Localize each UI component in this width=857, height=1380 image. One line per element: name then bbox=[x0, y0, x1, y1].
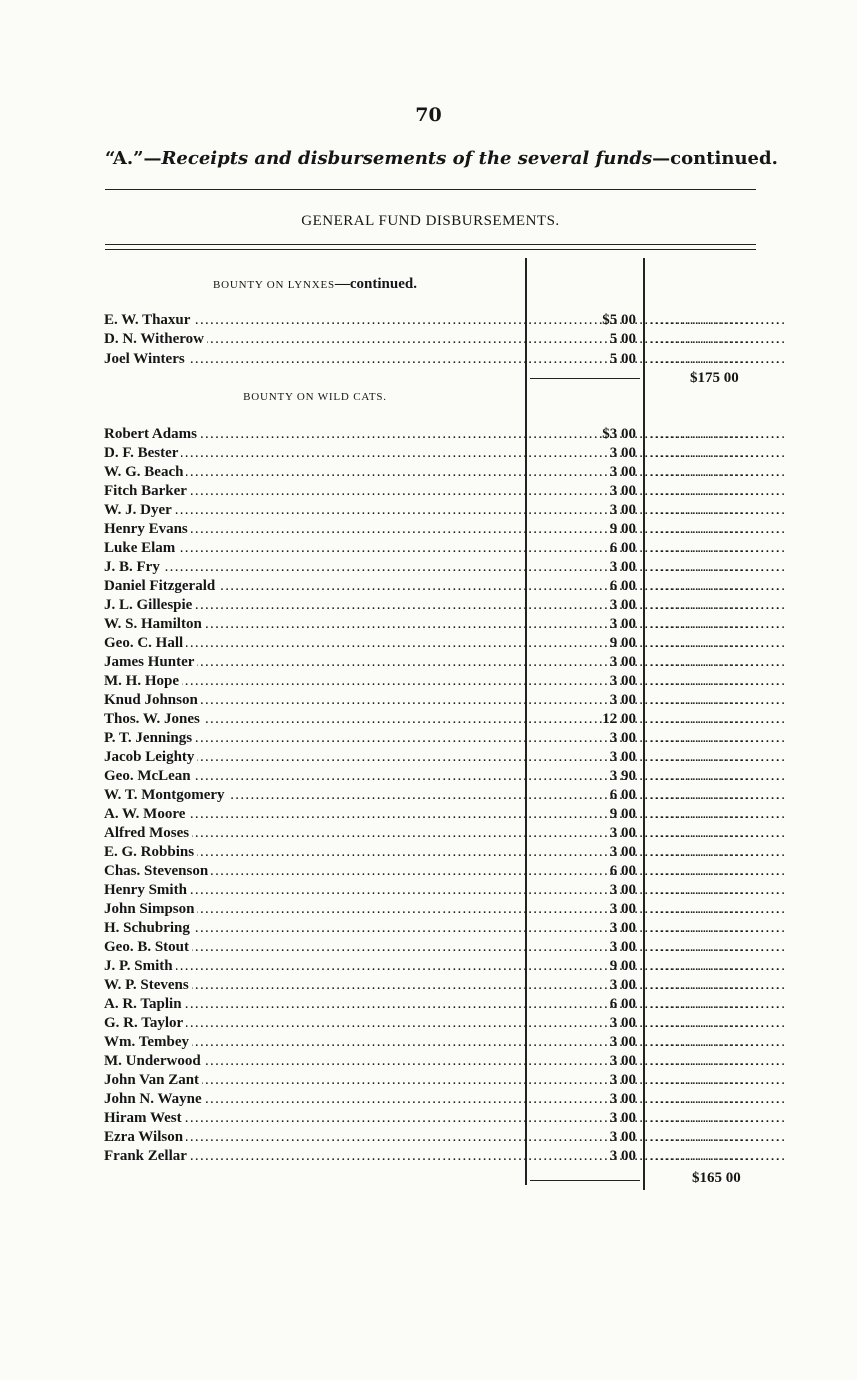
payee-name: Thos. W. Jones bbox=[104, 711, 203, 727]
amount: 3 00 bbox=[609, 445, 636, 461]
payee-name-cell bbox=[104, 1109, 524, 1128]
table-row bbox=[104, 995, 787, 1014]
heading-rule bbox=[105, 189, 756, 190]
payee-name-cell bbox=[104, 1014, 524, 1033]
payee-name-cell bbox=[104, 862, 524, 881]
amount: 6 00 bbox=[609, 540, 636, 556]
table-row bbox=[104, 862, 787, 881]
payee-name: J. L. Gillespie bbox=[104, 597, 195, 613]
payee-name: Knud Johnson bbox=[104, 692, 201, 708]
table-row bbox=[104, 653, 787, 672]
table-row bbox=[104, 672, 787, 691]
payee-name: Geo. McLean bbox=[104, 768, 194, 784]
payee-name: Robert Adams bbox=[104, 426, 200, 442]
amount: 3 00 bbox=[609, 1129, 636, 1145]
section-title: GENERAL FUND DISBURSEMENTS. bbox=[301, 213, 560, 229]
payee-name: G. R. Taylor bbox=[104, 1015, 186, 1031]
leader-dots: .......................... bbox=[650, 1091, 787, 1107]
leader-dots: .......................... bbox=[650, 958, 787, 974]
payee-name-cell bbox=[104, 710, 524, 729]
amount: 3 00 bbox=[609, 1110, 636, 1126]
payee-name: Wm. Tembey bbox=[104, 1034, 192, 1050]
leader-dots: .......................... bbox=[650, 654, 787, 670]
payee-name: J. B. Fry bbox=[104, 559, 163, 575]
leader-dots: .......................... bbox=[650, 863, 787, 879]
amount: 3 00 bbox=[609, 730, 636, 746]
payee-name: D. F. Bester bbox=[104, 445, 181, 461]
payee-name-cell bbox=[104, 919, 524, 938]
amount: 9 00 bbox=[609, 806, 636, 822]
payee-name-cell bbox=[104, 729, 524, 748]
table-row bbox=[104, 919, 787, 938]
amount: 6 00 bbox=[609, 863, 636, 879]
amount: 3 00 bbox=[609, 1148, 636, 1164]
leader-dots: .......................... bbox=[650, 901, 787, 917]
table-row bbox=[104, 786, 787, 805]
lynxes-section-label bbox=[105, 276, 525, 293]
payee-name: Henry Evans bbox=[104, 521, 191, 537]
payee-name: John Van Zant bbox=[104, 1072, 202, 1088]
leader-dots: .......................... bbox=[650, 350, 787, 367]
amount: 3 00 bbox=[609, 825, 636, 841]
table-row bbox=[104, 900, 787, 919]
leader-dots: .......................... bbox=[650, 787, 787, 803]
heading-prefix: “A.”— bbox=[105, 148, 162, 169]
table-row bbox=[104, 482, 787, 501]
payee-name: Daniel Fitzgerald bbox=[104, 578, 218, 594]
payee-name-cell bbox=[104, 425, 524, 444]
payee-name-cell bbox=[104, 1071, 524, 1090]
payee-name-cell bbox=[104, 539, 524, 558]
amount: 6 00 bbox=[609, 578, 636, 594]
payee-name: W. P. Stevens bbox=[104, 977, 192, 993]
table-row bbox=[104, 463, 787, 482]
amount: 3 00 bbox=[609, 502, 636, 518]
payee-name: Fitch Barker bbox=[104, 483, 190, 499]
amount: 9 00 bbox=[609, 521, 636, 537]
leader-dots: .......................... bbox=[650, 578, 787, 594]
payee-name-cell bbox=[104, 881, 524, 900]
payee-name-cell bbox=[104, 653, 524, 672]
leader-dots: .......................... bbox=[650, 540, 787, 556]
payee-name-cell bbox=[104, 824, 524, 843]
table-row bbox=[104, 520, 787, 539]
double-rule-bottom bbox=[105, 249, 756, 250]
lynxes-total: $175 00 bbox=[690, 370, 739, 386]
payee-name: Geo. C. Hall bbox=[104, 635, 186, 651]
table-row bbox=[104, 311, 787, 330]
lynxes-sum-line bbox=[530, 378, 640, 379]
leader-dots: .......................... bbox=[650, 559, 787, 575]
payee-name: Hiram West bbox=[104, 1110, 185, 1126]
payee-name: W. S. Hamilton bbox=[104, 616, 205, 632]
payee-name: Frank Zellar bbox=[104, 1148, 190, 1164]
payee-name: Chas. Stevenson bbox=[104, 863, 211, 879]
payee-name-cell bbox=[104, 596, 524, 615]
payee-name: W. T. Montgomery bbox=[104, 787, 228, 803]
wildcats-label: BOUNTY ON WILD CATS. bbox=[243, 391, 387, 403]
leader-dots: .......................... bbox=[650, 996, 787, 1012]
table-row bbox=[104, 444, 787, 463]
payee-name-cell bbox=[104, 615, 524, 634]
payee-name-cell bbox=[104, 767, 524, 786]
payee-name-cell bbox=[104, 748, 524, 767]
payee-name: John N. Wayne bbox=[104, 1091, 205, 1107]
heading-italic: Receipts and disbursements of the several funds bbox=[161, 148, 653, 169]
payee-name: Alfred Moses bbox=[104, 825, 192, 841]
payee-name-cell bbox=[104, 1052, 524, 1071]
amount: 6 00 bbox=[609, 996, 636, 1012]
amount: 3 00 bbox=[609, 1034, 636, 1050]
leader-dots: .......................... bbox=[650, 331, 787, 348]
payee-name: P. T. Jennings bbox=[104, 730, 195, 746]
leader-dots: .......................... bbox=[650, 711, 787, 727]
leader-dots: .......................... bbox=[650, 806, 787, 822]
table-row bbox=[104, 767, 787, 786]
payee-name: M. H. Hope bbox=[104, 673, 182, 689]
amount: 6 00 bbox=[609, 787, 636, 803]
leader-dots: .......................... bbox=[650, 673, 787, 689]
table-row bbox=[104, 558, 787, 577]
payee-name-cell bbox=[104, 520, 524, 539]
leader-dots: .......................... bbox=[650, 445, 787, 461]
amount: 12 00 bbox=[602, 711, 636, 727]
leader-dots: .......................... bbox=[650, 1034, 787, 1050]
amount: 5 00 bbox=[609, 331, 636, 348]
payee-name-cell bbox=[104, 805, 524, 824]
table-row bbox=[104, 1052, 787, 1071]
leader-dots: .......................... bbox=[650, 502, 787, 518]
payee-name: E. W. Thaxur bbox=[104, 312, 193, 328]
payee-name: Henry Smith bbox=[104, 882, 190, 898]
leader-dots: .......................... bbox=[650, 426, 787, 442]
amount: 3 00 bbox=[609, 692, 636, 708]
payee-name-cell bbox=[104, 330, 524, 349]
leader-dots: .......................... bbox=[650, 1148, 787, 1164]
table-row bbox=[104, 805, 787, 824]
table-row bbox=[104, 881, 787, 900]
table-row bbox=[104, 425, 787, 444]
leader-dots: .......................... bbox=[650, 312, 787, 328]
payee-name: D. N. Witherow bbox=[104, 331, 207, 347]
table-row bbox=[104, 1128, 787, 1147]
payee-name: Ezra Wilson bbox=[104, 1129, 186, 1145]
leader-dots: .......................... bbox=[650, 635, 787, 651]
payee-name-cell bbox=[104, 843, 524, 862]
amount: 3 00 bbox=[609, 1091, 636, 1107]
payee-name: Jacob Leighty bbox=[104, 749, 197, 765]
amount: 3 00 bbox=[609, 464, 636, 480]
payee-name: H. Schubring bbox=[104, 920, 193, 936]
table-row bbox=[104, 350, 787, 369]
payee-name-cell bbox=[104, 501, 524, 520]
leader-dots: .......................... bbox=[650, 597, 787, 613]
payee-name: W. J. Dyer bbox=[104, 502, 175, 518]
table-row bbox=[104, 824, 787, 843]
table-row bbox=[104, 1033, 787, 1052]
table-row bbox=[104, 938, 787, 957]
table-row bbox=[104, 539, 787, 558]
amount: 3 00 bbox=[609, 939, 636, 955]
payee-name-cell bbox=[104, 691, 524, 710]
amount: 3 00 bbox=[609, 977, 636, 993]
payee-name-cell bbox=[104, 957, 524, 976]
payee-name: J. P. Smith bbox=[104, 958, 176, 974]
table-row bbox=[104, 1147, 787, 1166]
amount: 3 00 bbox=[609, 1015, 636, 1031]
amount: 5 00 bbox=[609, 350, 636, 367]
table-row bbox=[104, 330, 787, 349]
payee-name-cell bbox=[104, 444, 524, 463]
table-row bbox=[104, 577, 787, 596]
payee-name-cell bbox=[104, 900, 524, 919]
table-row bbox=[104, 843, 787, 862]
leader-dots: .......................... bbox=[650, 692, 787, 708]
payee-name-cell bbox=[104, 463, 524, 482]
leader-dots: .......................... bbox=[650, 844, 787, 860]
page-heading bbox=[105, 148, 778, 169]
amount: 3 00 bbox=[609, 920, 636, 936]
table-row bbox=[104, 729, 787, 748]
amount: 3 00 bbox=[609, 1053, 636, 1069]
page-number: 70 bbox=[415, 104, 442, 126]
payee-name-cell bbox=[104, 634, 524, 653]
table-row bbox=[104, 1014, 787, 1033]
amount: 3 90 bbox=[609, 768, 636, 784]
amount: $3 00 bbox=[602, 426, 636, 442]
leader-dots: .......................... bbox=[650, 825, 787, 841]
payee-name-cell bbox=[104, 976, 524, 995]
payee-name: A. R. Taplin bbox=[104, 996, 185, 1012]
payee-name-cell bbox=[104, 1033, 524, 1052]
lynxes-label-suffix: —continued. bbox=[334, 276, 417, 292]
wildcats-total: $165 00 bbox=[692, 1170, 741, 1186]
payee-name-cell bbox=[104, 558, 524, 577]
table-row bbox=[104, 596, 787, 615]
amount: 3 00 bbox=[609, 882, 636, 898]
payee-name-cell bbox=[104, 995, 524, 1014]
payee-name-cell bbox=[104, 350, 524, 369]
leader-dots: .......................... bbox=[650, 730, 787, 746]
leader-dots: .......................... bbox=[650, 1072, 787, 1088]
payee-name: James Hunter bbox=[104, 654, 197, 670]
leader-dots: .......................... bbox=[650, 1110, 787, 1126]
table-row bbox=[104, 748, 787, 767]
amount: 9 00 bbox=[609, 958, 636, 974]
heading-suffix: —continued. bbox=[652, 148, 778, 169]
leader-dots: .......................... bbox=[650, 616, 787, 632]
leader-dots: .......................... bbox=[650, 768, 787, 784]
table-row bbox=[104, 1090, 787, 1109]
amount: 3 00 bbox=[609, 749, 636, 765]
payee-name-cell bbox=[104, 1147, 524, 1166]
double-rule-top bbox=[105, 244, 756, 245]
amount: 3 00 bbox=[609, 559, 636, 575]
lynxes-label: BOUNTY ON LYNXES bbox=[212, 279, 335, 291]
amount: 9 00 bbox=[609, 635, 636, 651]
leader-dots: .......................... bbox=[650, 977, 787, 993]
table-row bbox=[104, 615, 787, 634]
table-row bbox=[104, 634, 787, 653]
amount: 3 00 bbox=[609, 597, 636, 613]
leader-dots: .......................... bbox=[650, 1015, 787, 1031]
table-row bbox=[104, 957, 787, 976]
leader-dots: .......................... bbox=[650, 483, 787, 499]
leader-dots: .......................... bbox=[650, 939, 787, 955]
payee-name-cell bbox=[104, 1128, 524, 1147]
payee-name-cell bbox=[104, 1090, 524, 1109]
payee-name-cell bbox=[104, 311, 524, 330]
leader-dots: .......................... bbox=[650, 1053, 787, 1069]
payee-name: M. Underwood bbox=[104, 1053, 204, 1069]
table-row bbox=[104, 691, 787, 710]
payee-name: Joel Winters bbox=[104, 351, 188, 367]
amount: 3 00 bbox=[609, 1072, 636, 1088]
payee-name: John Simpson bbox=[104, 901, 197, 917]
payee-name-cell bbox=[104, 786, 524, 805]
amount: $5 00 bbox=[602, 312, 636, 328]
payee-name-cell bbox=[104, 577, 524, 596]
leader-dots: .......................... bbox=[650, 882, 787, 898]
amount: 3 00 bbox=[609, 483, 636, 499]
payee-name: Geo. B. Stout bbox=[104, 939, 192, 955]
leader-dots: .......................... bbox=[650, 521, 787, 537]
payee-name: E. G. Robbins bbox=[104, 844, 197, 860]
table-row bbox=[104, 1109, 787, 1128]
amount: 3 00 bbox=[609, 673, 636, 689]
payee-name: A. W. Moore bbox=[104, 806, 188, 822]
leader-dots: .......................... bbox=[650, 1129, 787, 1145]
amount: 3 00 bbox=[609, 901, 636, 917]
wildcats-section-label bbox=[105, 391, 525, 403]
payee-name-cell bbox=[104, 672, 524, 691]
payee-name-cell bbox=[104, 938, 524, 957]
leader-dots: .......................... bbox=[650, 749, 787, 765]
amount: 3 00 bbox=[609, 616, 636, 632]
amount: 3 00 bbox=[609, 844, 636, 860]
table-row bbox=[104, 1071, 787, 1090]
payee-name: Luke Elam bbox=[104, 540, 178, 556]
table-row bbox=[104, 710, 787, 729]
table-row bbox=[104, 976, 787, 995]
leader-dots: .......................... bbox=[650, 464, 787, 480]
payee-name: W. G. Beach bbox=[104, 464, 186, 480]
leader-dots: .......................... bbox=[650, 920, 787, 936]
wildcats-sum-line bbox=[530, 1180, 640, 1181]
table-row bbox=[104, 501, 787, 520]
amount: 3 00 bbox=[609, 654, 636, 670]
payee-name-cell bbox=[104, 482, 524, 501]
